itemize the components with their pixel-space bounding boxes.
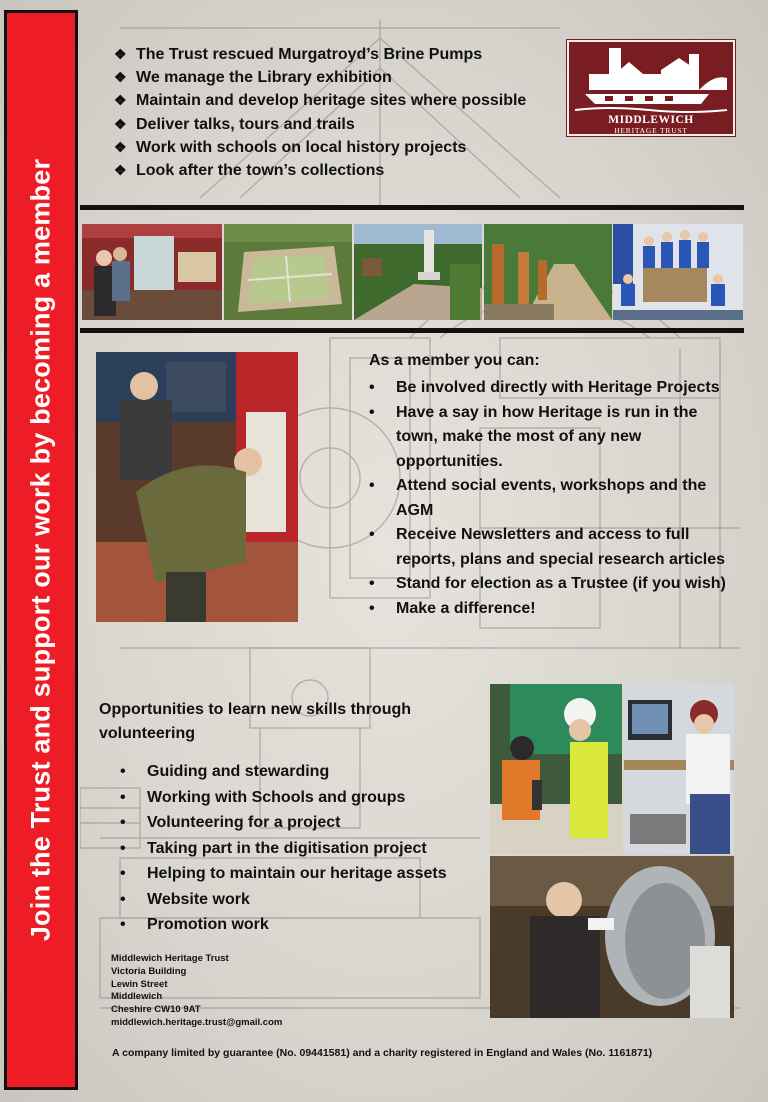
list-item: • Promotion work: [120, 912, 447, 938]
list-item: ❖ Look after the town’s collections: [114, 159, 526, 182]
trust-logo: [567, 40, 735, 136]
diamond-bullet-icon: ❖: [114, 162, 127, 179]
bullet-dot-icon: •: [369, 526, 375, 543]
address-line: Middlewich: [111, 991, 163, 1003]
bullet-dot-icon: •: [120, 839, 126, 857]
volunteering-heading: Opportunities to learn new skills through volunteering: [99, 701, 412, 742]
list-item: ❖ The Trust rescued Murgatroyd’s Brine Pumps: [114, 43, 526, 66]
list-item: • Make a difference!: [369, 597, 735, 622]
list-item: ❖ Maintain and develop heritage sites where possible: [114, 89, 526, 112]
logo-tagline: HERITAGE TRUST: [614, 126, 688, 135]
list-item: • Stand for election as a Trustee (if you wish): [369, 572, 735, 597]
photo-volunteer-restoration: [490, 856, 734, 1018]
address-line: Middlewich Heritage Trust: [111, 953, 229, 964]
list-item: • Receive Newsletters and access to full reports, plans and special research articles: [369, 523, 735, 572]
photo-exhibition-visitors: [82, 224, 222, 320]
divider-bottom: [80, 328, 744, 333]
list-item: ❖ Work with schools on local history projects: [114, 136, 526, 159]
logo-name: MIDDLEWICH: [608, 114, 694, 126]
bullet-dot-icon: •: [120, 763, 126, 780]
list-item: • Attend social events, workshops and the AGM: [369, 474, 735, 523]
photo-volunteer-computer: [624, 684, 734, 854]
bullet-dot-icon: •: [369, 379, 375, 396]
list-item: • Taking part in the digitisation project: [120, 836, 447, 862]
bullet-dot-icon: •: [120, 788, 126, 806]
diamond-bullet-icon: ❖: [114, 92, 127, 109]
address-line: Cheshire CW10 9AT: [111, 1004, 201, 1016]
list-item: • Have a say in how Heritage is run in the town, make the most of any new opportunities.: [369, 401, 735, 475]
photo-members-viewing-exhibit: [96, 352, 298, 622]
photo-volunteers-microscope: [490, 684, 622, 854]
membership-sidebar: [4, 10, 78, 1090]
photo-heritage-garden: [224, 224, 352, 320]
bullet-dot-icon: •: [369, 575, 375, 592]
bullet-dot-icon: •: [369, 599, 375, 617]
photo-school-children: [613, 224, 743, 320]
bullet-dot-icon: •: [120, 865, 126, 882]
membership-heading: As a member you can:: [369, 352, 540, 369]
contact-email[interactable]: middlewich.heritage.trust@gmail.com: [111, 1016, 283, 1028]
photo-heritage-trail-posts: [484, 224, 612, 320]
diamond-bullet-icon: ❖: [114, 115, 127, 132]
membership-benefits-list: [369, 376, 735, 621]
list-item: • Working with Schools and groups: [120, 785, 447, 811]
bullet-dot-icon: •: [120, 814, 126, 831]
sidebar-heading: Join the Trust and support our work by becoming a member: [25, 158, 56, 942]
diamond-bullet-icon: ❖: [114, 69, 127, 86]
address-line: Lewin Street: [111, 978, 168, 990]
diamond-bullet-icon: ❖: [114, 138, 127, 155]
bullet-dot-icon: •: [120, 890, 126, 908]
contact-address: [111, 953, 282, 1030]
bullet-dot-icon: •: [369, 403, 375, 421]
bullet-dot-icon: •: [369, 477, 375, 494]
address-line: Victoria Building: [111, 965, 187, 977]
list-item: • Helping to maintain our heritage assets: [120, 861, 447, 887]
activities-list: [114, 43, 526, 182]
list-item: • Website work: [120, 887, 447, 913]
list-item: • Volunteering for a project: [120, 810, 447, 836]
list-item: ❖ We manage the Library exhibition: [114, 66, 526, 89]
list-item: ❖ Deliver talks, tours and trails: [114, 113, 526, 136]
divider-top: [80, 205, 744, 210]
salt-works-logo-icon: [569, 44, 733, 114]
volunteering-list: [120, 759, 447, 938]
diamond-bullet-icon: ❖: [114, 46, 127, 62]
bullet-dot-icon: •: [120, 916, 126, 933]
company-registration-note: A company limited by guarantee (No. 09441581) and a charity registered in England and Wales (No. 1161871): [112, 1047, 653, 1059]
photo-war-memorial: [354, 224, 482, 320]
list-item: • Be involved directly with Heritage Projects: [369, 376, 735, 401]
list-item: • Guiding and stewarding: [120, 759, 447, 785]
